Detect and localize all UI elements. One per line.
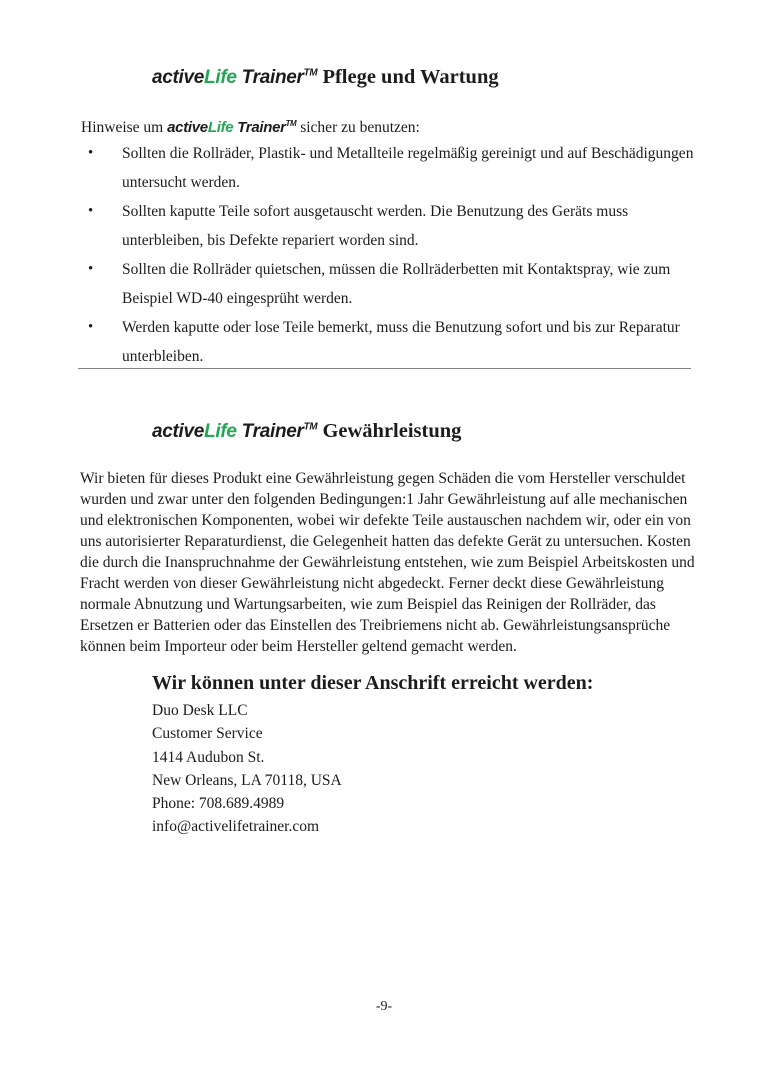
list-item <box>81 313 703 371</box>
page-number: -9- <box>375 999 393 1014</box>
brand-part-life: Life <box>207 119 234 136</box>
contact-email: info@activelifetrainer.com <box>152 818 320 836</box>
warranty-heading-text: Gewährleistung <box>317 420 462 442</box>
trademark-symbol: TM <box>303 421 318 433</box>
brand-part-trainer: Trainer <box>241 67 304 88</box>
contact-phone: Phone: 708.689.4989 <box>152 795 285 813</box>
contact-heading: Wir können unter dieser Anschrift erreicht werden: <box>152 672 594 694</box>
warranty-paragraph: Wir bieten für dieses Produkt eine Gewährleistung gegen Schäden die vom Hersteller verschuldet wurden und zwar unter den folgenden Bedingungen:1 Jahr Gewährleistung auf alle mechanischen und elektronischen Komponenten, wobei wir defekte Teile austauschen nachdem wir, oder ein von uns autorisierter Reparaturdienst, die Gelegenheit hatten das defekte Gerät zu untersuchen. Kosten die durch die Inanspruchnahme der Gewährleistung entstehen, wie zum Beispiel Arbeitskosten und Fracht werden von dieser Gewährleistung nicht abgedeckt. Ferner deckt diese Gewährleistung normale Abnutzung und Wartungsarbeiten, wie zum Beispiel das Reinigen der Rollräder, das Ersetzen er Batterien oder das Einstellen des Treibriemens nicht ab. Gewährleistungsansprüche können beim Importeur oder beim Hersteller geltend gemacht werden. <box>80 470 695 655</box>
bullet-icon: • <box>88 319 94 335</box>
care-heading-text: Pflege und Wartung <box>317 66 499 88</box>
trademark-symbol: TM <box>303 67 318 79</box>
warranty-section-heading <box>152 418 461 445</box>
brand-logo <box>152 67 317 88</box>
contact-company: Duo Desk LLC <box>152 702 248 719</box>
list-item <box>81 197 703 255</box>
brand-logo <box>167 119 296 136</box>
bullet-icon: • <box>88 203 94 219</box>
contact-street: 1414 Audubon St. <box>152 748 265 766</box>
contact-address-block <box>152 699 342 839</box>
brand-logo <box>152 421 317 442</box>
list-item-text: Sollten die Rollräder, Plastik- und Metallteile regelmäßig gereinigt und auf Beschädigungen untersucht werden. <box>122 145 694 191</box>
care-instructions-list <box>81 139 703 371</box>
contact-department: Customer Service <box>152 725 263 743</box>
intro-suffix: sicher zu benutzen: <box>296 119 420 136</box>
list-item-text: Sollten kaputte Teile sofort ausgetauscht werden. Die Benutzung des Geräts muss unterbleiben, bis Defekte repariert worden sind. <box>122 203 629 249</box>
care-section-heading <box>152 64 499 91</box>
brand-part-active: active <box>152 421 205 442</box>
section-divider <box>78 368 691 369</box>
brand-part-life: Life <box>204 67 237 88</box>
brand-part-trainer: Trainer <box>241 421 304 442</box>
brand-part-active: active <box>167 119 208 136</box>
brand-part-life: Life <box>204 421 237 442</box>
list-item <box>81 139 703 197</box>
intro-prefix: Hinweise um <box>81 119 168 136</box>
care-intro-line <box>81 117 420 139</box>
bullet-icon: • <box>88 145 94 161</box>
list-item <box>81 255 703 313</box>
list-item-text: Werden kaputte oder lose Teile bemerkt, muss die Benutzung sofort und bis zur Reparatur unterbleiben. <box>122 319 680 365</box>
brand-part-trainer: Trainer <box>237 119 286 136</box>
brand-part-active: active <box>152 67 205 88</box>
list-item-text: Sollten die Rollräder quietschen, müssen die Rollräderbetten mit Kontaktspray, wie zum Beispiel WD-40 eingesprüht werden. <box>122 261 671 307</box>
trademark-symbol: TM <box>285 119 297 128</box>
bullet-icon: • <box>88 261 94 277</box>
contact-city: New Orleans, LA 70118, USA <box>152 771 342 789</box>
